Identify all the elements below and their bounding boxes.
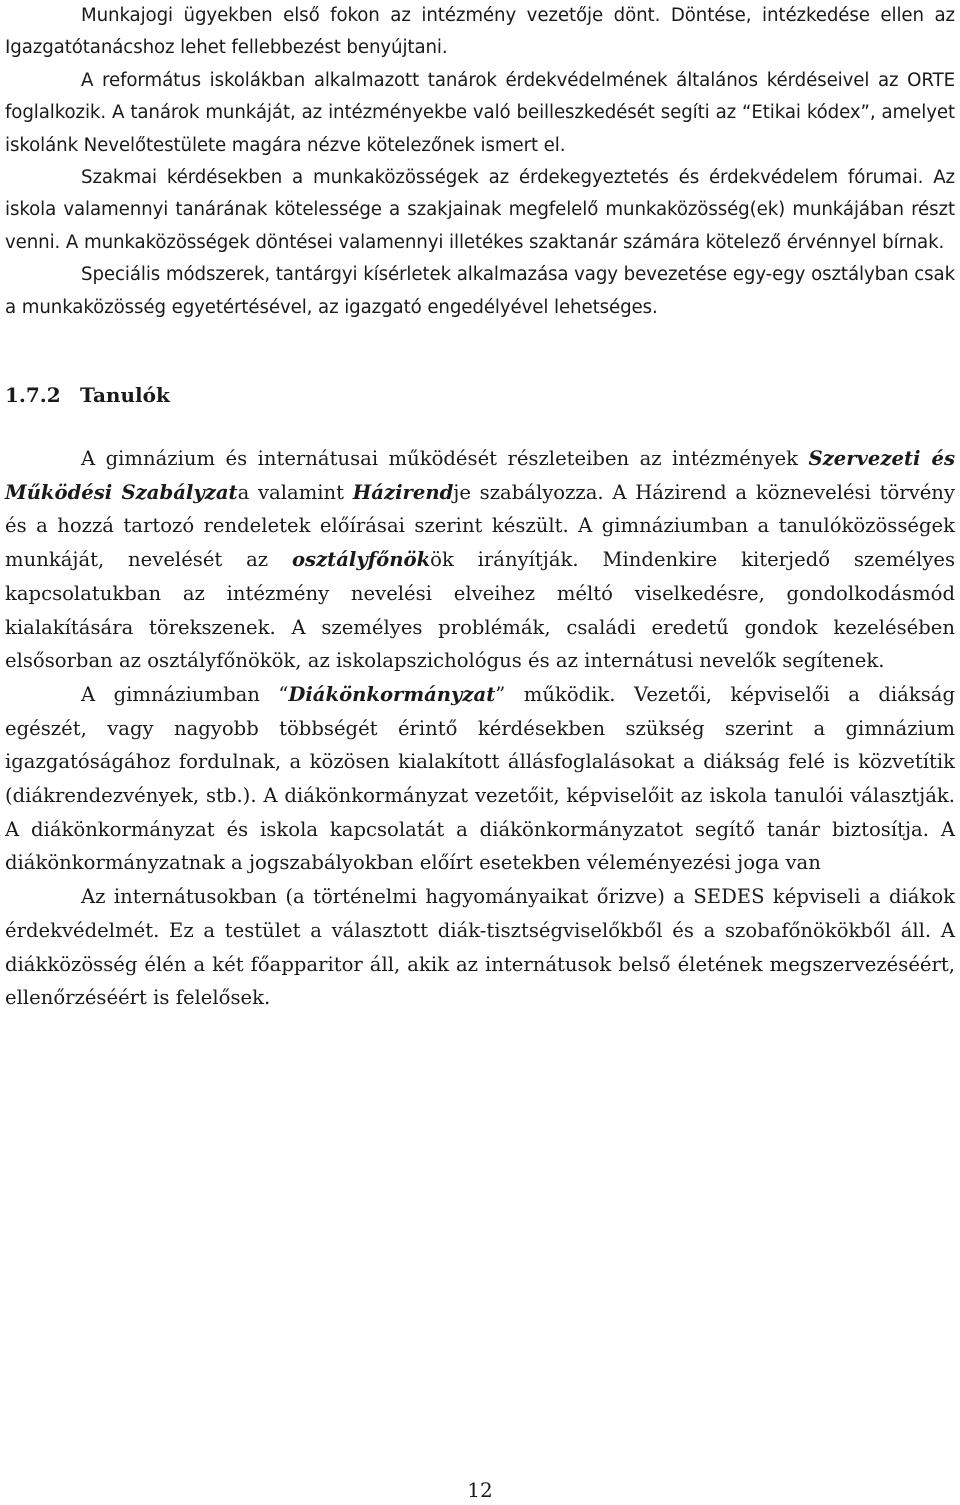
paragraph-mukodes: [5, 442, 955, 678]
section-heading: [5, 383, 170, 407]
paragraph-specialis-modszerek: Speciális módszerek, tantárgyi kísérletek alkalmazása vagy bevezetése egy-egy osztályban csak a munkaközösség egyetértésével, az igazgató engedélyével lehetséges.: [5, 264, 955, 318]
text-run: ök irányítják. Mindenkire kiterjedő személyes kapcsolatukban az intézmény nevelési elveihez méltó viselkedésre, gondolkodásmód kialakítására törekszenek. A személyes problémák, családi eredetű gondok kezelésében elsősorban az osztályfőnökök, az iskolapszichológus és az internátusi nevelők segítenek.: [5, 548, 956, 673]
text-run: ” működik. Vezetői, képviselői a diákság egészét, vagy nagyobb többségét érintő kérdésekben szükség szerint a gimnázium igazgatóságához fordulnak, a közösen kialakított állásfoglalásokat a diákság felé is közvetítik (diákrendezvények, stb.). A diákönkormányzat vezetőit, képviselőit az iskola tanulói választják. A diákönkormányzat és iskola kapcsolatát a diákönkormányzatot segítő tanár biztosítja. A diákönkormányzatnak a jogszabályokban előírt esetekben véleményezési joga van: [5, 682, 955, 875]
tanulok-section: [5, 442, 955, 1015]
emphasis-osztalyfonok: osztályfőnök: [291, 548, 431, 572]
emphasis-szmsz: Szervezeti és Működési Szabályzat: [5, 447, 955, 504]
text-run: je szabályozza. A Házirend a köznevelési törvény és a hozzá tartozó rendeletek előírásai szerint készült. A gimnáziumban a tanulóközösségek munkáját, nevelését az: [5, 480, 955, 572]
text-run: A gimnáziumban “: [81, 682, 289, 706]
section-number: 1.7.2: [5, 383, 61, 407]
paragraph-diakonkormanyzat: [5, 678, 955, 880]
intro-section: [5, 0, 955, 324]
emphasis-diakonkormanyzat: Diákönkormányzat: [288, 682, 496, 706]
emphasis-hazirend: Házirend: [352, 480, 454, 504]
text-run: a valamint: [237, 480, 353, 504]
paragraph-orte: A református iskolákban alkalmazott tanárok érdekvédelmének általános kérdéseivel az ORTE foglalkozik. A tanárok munkáját, az intézményekbe való beilleszkedését segíti az “Etikai kódex”, amelyet iskolánk Nevelőtestülete magára nézve kötelezőnek ismert el.: [5, 69, 955, 156]
section-title: Tanulók: [80, 383, 170, 407]
paragraph-sedes: Az internátusokban (a történelmi hagyományaikat őrizve) a SEDES képviseli a diákok érdekvédelmét. Ez a testület a választott diák-tisztségviselőkből és a szobafőnökökből áll. A diákközösség élén a két főapparitor áll, akik az internátusok belső életének megszervezéséért, ellenőrzéséért is felelősek.: [5, 885, 955, 1010]
page-number: 12: [467, 1478, 493, 1502]
paragraph-munkakozossegek: Szakmai kérdésekben a munkaközösségek az érdekegyeztetés és érdekvédelem fórumai. Az iskola valamennyi tanárának kötelessége a szakjainak megfelelő munkaközösség(ek) munkájában részt venni. A munkaközösségek döntései valamennyi illetékes szaktanár számára kötelező érvénnyel bírnak.: [5, 167, 955, 253]
paragraph-appeal: Munkajogi ügyekben első fokon az intézmény vezetője dönt. Döntése, intézkedése ellen az Igazgatótanácshoz lehet fellebbezést benyújtani.: [5, 5, 955, 59]
text-run: A gimnázium és internátusai működését részleteiben az intézmények: [81, 447, 809, 470]
